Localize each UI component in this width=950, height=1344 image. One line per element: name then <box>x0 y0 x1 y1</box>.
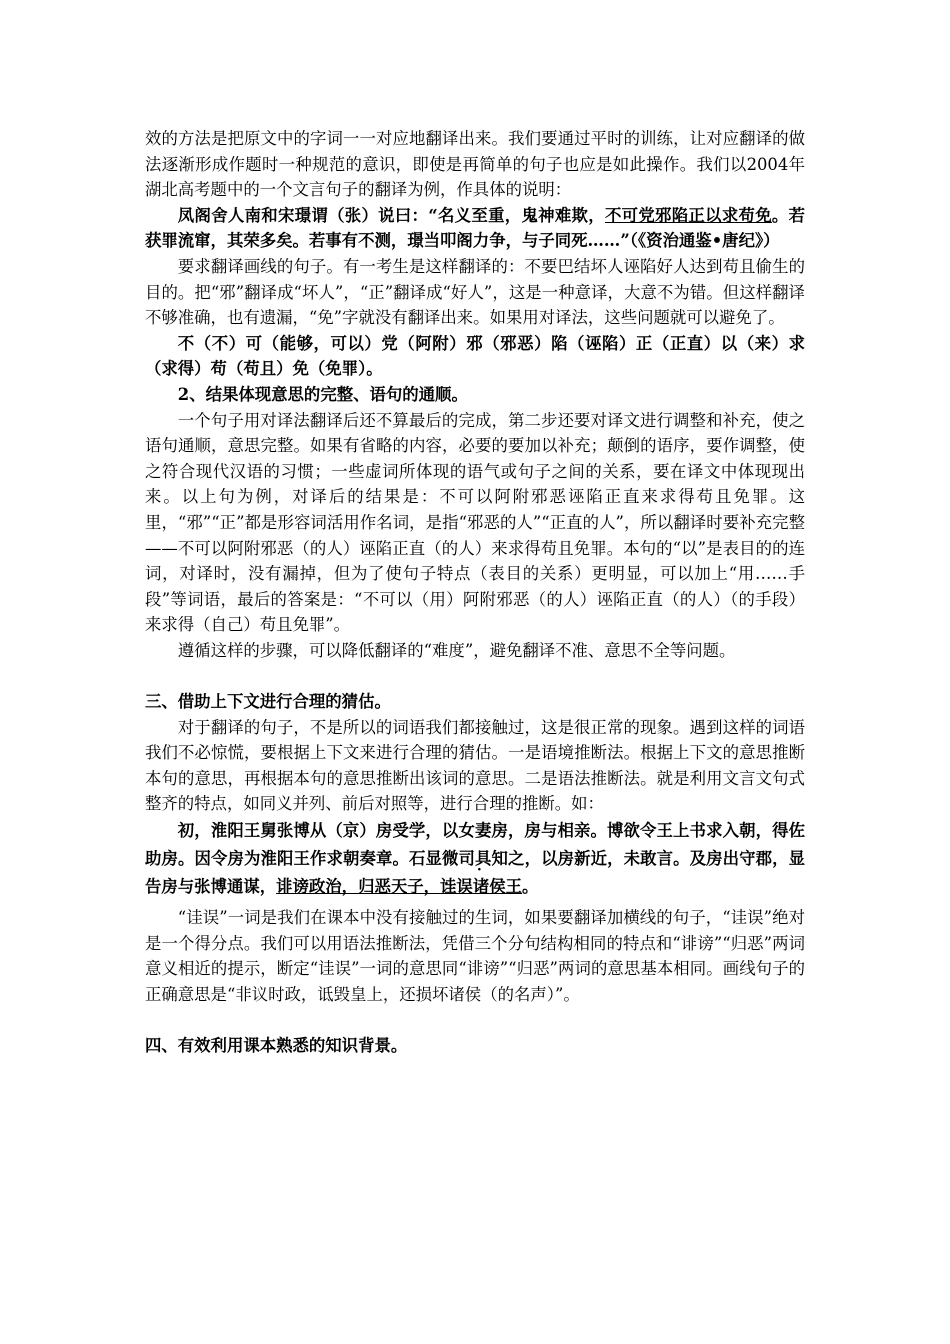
example-1-text-a: 凤阁舍人南和宋璟谓（张）说曰：“名义至重，鬼神难欺， <box>177 205 605 225</box>
word-by-word-translation: 不（不）可（能够，可以）党（阿附）邪（邪恶）陷（诬陷）正（正直）以（来）求（求得）苟（苟且）免（免罪）。 <box>145 333 805 379</box>
paragraph-intro: 效的方法是把原文中的字词一一对应地翻译出来。我们要通过平时的训练，让对应翻译的做法逐渐形成作题时一种规范的意识，即使是再简单的句子也应是如此操作。我们以2004年湖北高考题中的一个文言句子的翻译为例，作具体的说明： <box>145 129 805 200</box>
example-passage-2 <box>145 817 805 901</box>
example-2-underlined-a: 诽谤政治，归恶天子， <box>276 877 441 897</box>
paragraph-adjustment: 一个句子用对译法翻译后还不算最后的完成，第二步还要对译文进行调整和补充，使之语句通顺，意思完整。如果有省略的内容，必要的要加以补充；颠倒的语序，要作调整，使之符合现代汉语的习惯；一些虚词所体现的语气或句子之间的关系，要在译文中体现现出来。以上句为例，对译后的结果是：不可以阿附邪恶诬陷正直来求得苟且免罪。这里，“邪”“正”都是形容词活用作名词，是指“邪恶的人”“正直的人”，所以翻译时要补充完整——不可以阿附邪恶（的人）诬陷正直（的人）来求得苟且免罪。本句的“以”是表目的的连词，对译时，没有漏掉，但为了使句子特点（表目的关系）更明显，可以加上“用……手段”等词语，最后的答案是：“不可以（用）阿附邪恶（的人）诬陷正直（的人）（的手段）来求得（自己）苟且免罪”。 <box>145 410 805 635</box>
blank-line <box>145 1007 805 1033</box>
subheading-2: 2、结果体现意思的完整、语句的通顺。 <box>177 384 468 404</box>
example-passage-1 <box>145 203 805 254</box>
document-page <box>145 126 805 1059</box>
example-1-underlined-sentence: 不可党邪陷正以求苟免 <box>604 205 772 225</box>
example-2-text-a: 初，淮阳王舅张博从（京）房受学，以女妻房，房与相亲。博欲令王上书求入朝，得佐助房。因令房为淮阳王作求朝奏章。石显微司具知之，以房新近，未敢言。及房出守郡，显告房与张博通谋， <box>145 821 805 897</box>
example-2-dotted-word: · · 诖误 <box>440 877 473 896</box>
section-heading-4: 四、有效利用课本熟悉的知识背景。 <box>145 1036 408 1055</box>
paragraph-context-inference: 对于翻译的句子，不是所以的词语我们都接触过，这是很正常的现象。遇到这样的词语我们不必惊慌，要根据上下文来进行合理的猜估。一是语境推断法。根据上下文的意思推断本句的意思，再根据本句的意思推断出该词的意思。二是语法推断法。就是利用文言文句式整齐的特点，如同义并列、前后对照等，进行合理的推断。如： <box>145 717 805 814</box>
blank-line <box>145 663 805 689</box>
paragraph-guawu-explanation: “诖误”一词是我们在课本中没有接触过的生词，如果要翻译加横线的句子，“诖误”绝对是一个得分点。我们可以用语法推断法，凭借三个分句结构相同的特点和“诽谤”“归恶”两词意义相近的提示，断定“诖误”一词的意思同“诽谤”“归恶”两词的意思基本相同。画线句子的正确意思是“非议时政，诋毁皇上，还损坏诸侯（的名声）”。 <box>145 908 805 1004</box>
paragraph-steps: 遵循这样的步骤，可以降低翻译的“难度”，避免翻译不准、意思不全等问题。 <box>177 640 736 660</box>
example-2-text-b: 。 <box>521 877 539 897</box>
paragraph-student-translation: 要求翻译画线的句子。有一考生是这样翻译的：不要巴结坏人诬陷好人达到苟且偷生的目的。把“邪”翻译成“坏人”，“正”翻译成“好人”，这是一种意译，大意不为错。但这样翻译不够准确，也有遗漏，“免”字就没有翻译出来。如果用对译法，这些问题就可以避免了。 <box>145 256 805 328</box>
example-1-text-b: 。若获罪流窜，其荣多矣。若事有不测，璟当叩阁力争，与子同死……”（《资治通鉴•唐纪》） <box>145 205 806 251</box>
example-2-underlined-b: 诸侯王 <box>472 877 522 897</box>
section-heading-3: 三、借助上下文进行合理的猜估。 <box>145 692 391 712</box>
